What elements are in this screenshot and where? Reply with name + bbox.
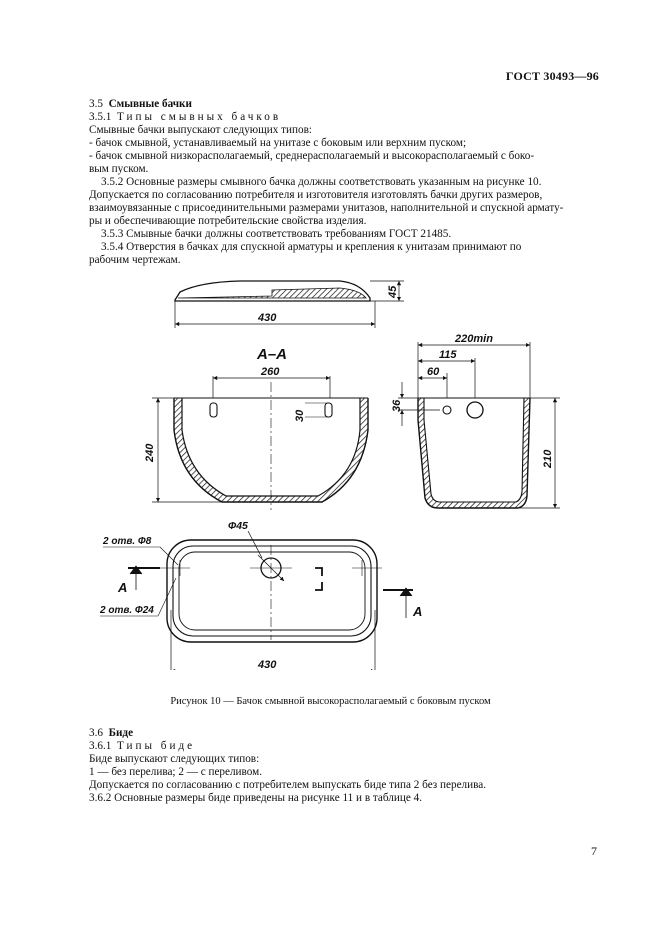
plan-view xyxy=(99,520,422,670)
lid-view xyxy=(175,281,404,328)
list-item: - бачок смывной, устанавливаемый на унитазе с боковым или верхним пуском; xyxy=(89,137,467,149)
section-number: 3.5 xyxy=(89,98,103,110)
dim-section-slot: 30 xyxy=(294,409,306,422)
section-number: 3.6 xyxy=(89,727,103,739)
paragraph: 3.5.4 Отверстия в бачках для спускной арматуры и крепления к унитазам принимают по xyxy=(101,241,522,253)
dim-top-height: 45 xyxy=(387,285,399,298)
clause-title: Типы смывных бачков xyxy=(116,111,282,123)
paragraph: Допускается по согласованию с потребителем выпускать биде типа 2 без перелива. xyxy=(89,779,487,791)
paragraph: Смывные бачки выпускают следующих типов: xyxy=(89,124,312,136)
clause-number: 3.6.1 xyxy=(89,740,112,752)
dim-plan-hole-small: 2 отв. Ф8 xyxy=(103,536,152,547)
dim-side-36: 36 xyxy=(391,399,403,412)
dim-side-115: 115 xyxy=(439,349,457,361)
figure-10-drawing xyxy=(0,270,661,670)
page-number: 7 xyxy=(591,844,597,858)
section-arrow-left-label: А xyxy=(118,580,128,595)
section-view xyxy=(144,346,368,510)
dim-plan-width: 430 xyxy=(258,659,277,670)
dim-side-60: 60 xyxy=(427,366,440,378)
paragraph: рабочим чертежам. xyxy=(89,254,181,266)
list-item: - бачок смывной низкорасполагаемый, среднерасполагаемый и высокорасполагаемый с боко- xyxy=(89,150,535,162)
document-header: ГОСТ 30493—96 xyxy=(505,69,599,83)
dim-top-width: 430 xyxy=(258,312,277,324)
paragraph: взаимоувязанные с присоединительными размерами унитазов, наполнительной и спускной армату- xyxy=(89,202,564,214)
section-arrow-right-label: А xyxy=(413,604,423,619)
paragraph: 3.5.3 Смывные бачки должны соответствовать требованиям ГОСТ 21485. xyxy=(101,228,452,240)
side-view xyxy=(391,333,560,508)
dim-section-width: 260 xyxy=(261,366,280,378)
dim-plan-center-hole: Ф45 xyxy=(228,520,248,532)
figure-caption: Рисунок 10 — Бачок смывной высокорасполагаемый с боковым пуском xyxy=(170,696,491,707)
dim-side-width: 220min xyxy=(455,333,493,345)
paragraph: 1 — без перелива; 2 — с переливом. xyxy=(89,766,263,778)
paragraph: Биде выпускают следующих типов: xyxy=(89,753,260,765)
dim-section-height: 240 xyxy=(144,443,156,462)
section-label: А–А xyxy=(257,346,288,363)
section-title: Биде xyxy=(108,727,134,739)
section-3-6 xyxy=(89,727,599,805)
paragraph: 3.6.2 Основные размеры биде приведены на рисунке 11 и в таблице 4. xyxy=(89,792,423,804)
clause-title: Типы биде xyxy=(116,740,196,752)
dim-plan-hole-large: 2 отв. Ф24 xyxy=(100,605,154,616)
section-3-5 xyxy=(89,98,599,267)
paragraph: 3.5.2 Основные размеры смывного бачка должны соответствовать указанным на рисунке 10. xyxy=(101,176,542,188)
clause-number: 3.5.1 xyxy=(89,111,112,123)
dim-side-height: 210 xyxy=(542,449,554,468)
list-item-cont: вым пуском. xyxy=(89,163,149,175)
paragraph: ры и обеспечивающие потребительские свойства изделия. xyxy=(89,215,367,227)
section-title: Смывные бачки xyxy=(108,98,192,110)
paragraph: Допускается по согласованию потребителя и изготовителя изготовлять бачки других размеров, xyxy=(89,189,543,201)
